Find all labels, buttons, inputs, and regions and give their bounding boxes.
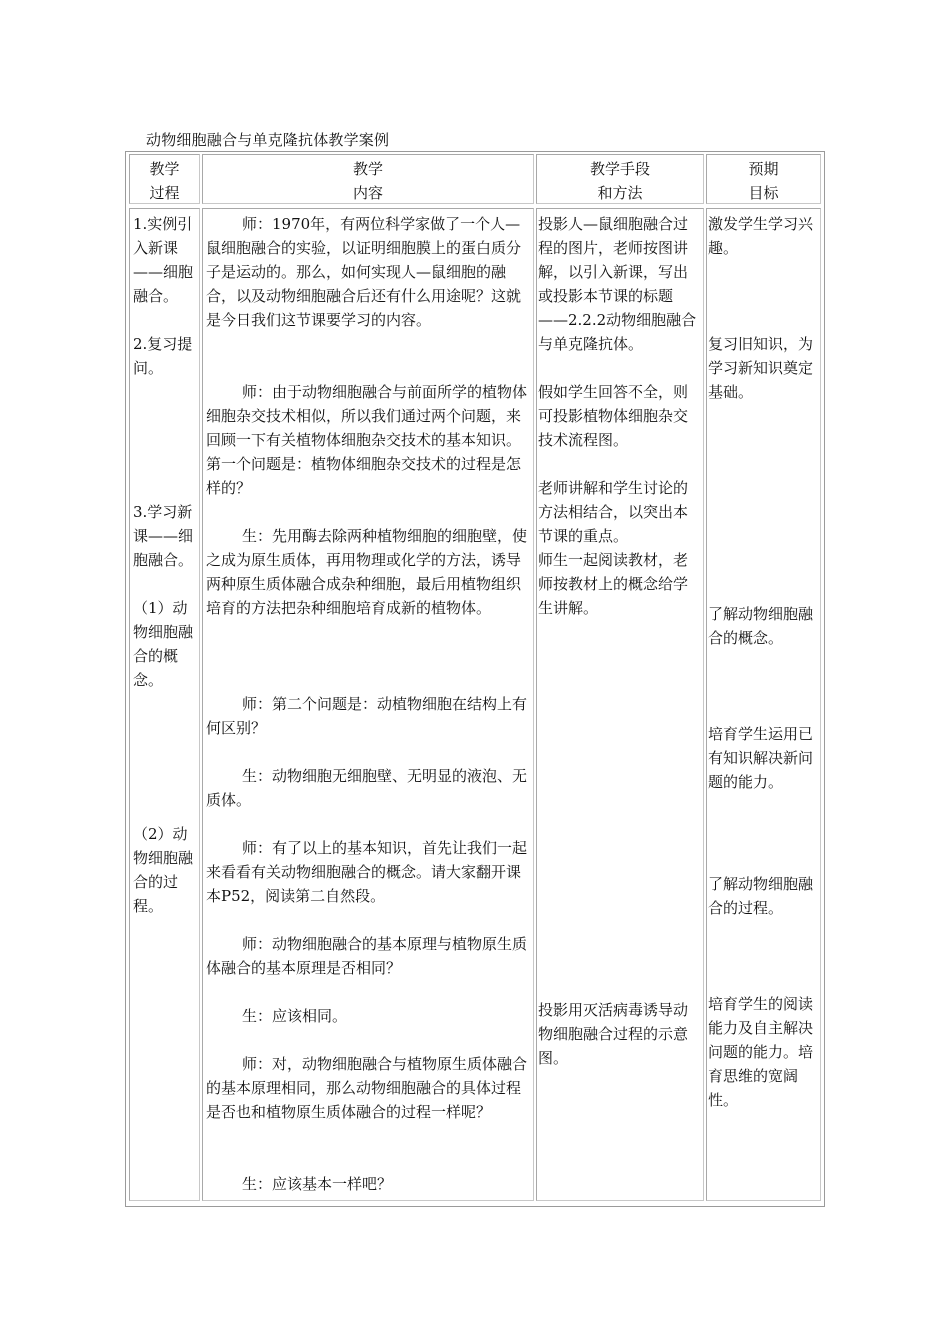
content-para-3: 生：先用酶去除两种植物细胞的细胞壁，使之成为原生质体，再用物理或化学的方法，诱导两种原生质体融合成杂种细胞，最后用植物组织培育的方法把杂种细胞培育成新的植物体。 xyxy=(206,527,528,617)
goal-column xyxy=(706,208,821,1201)
content-para-2: 师：由于动物细胞融合与前面所学的植物体细胞杂交技术相似，所以我们通过两个问题，来回顾一下有关植物体细胞杂交技术的基本知识。第一个问题是：植物体细胞杂交技术的过程是怎样的？ xyxy=(206,383,528,497)
content-para-4: 师：第二个问题是：动植物细胞在结构上有何区别？ xyxy=(206,695,528,737)
content-para-8: 生：应该相同。 xyxy=(242,1007,348,1025)
header-goal-line1: 预期 xyxy=(748,160,779,178)
header-method-line2: 和方法 xyxy=(597,184,643,202)
content-para-10: 生：应该基本一样吧？ xyxy=(242,1175,393,1193)
goal-para-3: 了解动物细胞融合的概念。 xyxy=(708,605,814,647)
header-content xyxy=(202,154,534,204)
content-para-7: 师：动物细胞融合的基本原理与植物原生质体融合的基本原理是否相同？ xyxy=(206,935,528,977)
process-step-2: 2.复习提问。 xyxy=(133,335,193,377)
method-column xyxy=(536,208,704,1201)
process-column xyxy=(129,208,200,1201)
header-goal xyxy=(706,154,821,204)
content-para-9: 师：对，动物细胞融合与植物原生质体融合的基本原理相同，那么动物细胞融合的具体过程是否也和植物原生质体融合的过程一样呢？ xyxy=(206,1055,528,1121)
content-para-6: 师：有了以上的基本知识，首先让我们一起来看看有关动物细胞融合的概念。请大家翻开课本P52，阅读第二自然段。 xyxy=(206,839,528,905)
content-para-5: 生：动物细胞无细胞壁、无明显的液泡、无质体。 xyxy=(206,767,528,809)
process-step-1: 1.实例引入新课——细胞融合。 xyxy=(133,215,194,305)
content-para-1: 师：1970年，有两位科学家做了一个人—鼠细胞融合的实验，以证明细胞膜上的蛋白质分子是运动的。那么，如何实现人—鼠细胞的融合，以及动物细胞融合后还有什么用途呢？这就是今日我们这节课要学习的内容。 xyxy=(206,215,522,329)
method-para-1: 投影人—鼠细胞融合过程的图片，老师按图讲解，以引入新课，写出或投影本节课的标题——2.2.2动物细胞融合与单克隆抗体。 xyxy=(538,215,697,353)
header-content-line2: 内容 xyxy=(352,184,383,202)
goal-para-2: 复习旧知识，为学习新知识奠定基础。 xyxy=(708,335,814,401)
process-step-3-2: （2）动物细胞融合的过程。 xyxy=(133,825,194,915)
document-title: 动物细胞融合与单克隆抗体教学案例 xyxy=(146,131,390,149)
header-content-line1: 教学 xyxy=(352,160,383,178)
process-step-3: 3.学习新课——细胞融合。 xyxy=(133,503,194,569)
method-para-2: 假如学生回答不全，则可投影植物体细胞杂交技术流程图。 xyxy=(538,383,689,449)
header-process xyxy=(129,154,200,204)
method-para-4: 师生一起阅读教材，老师按教材上的概念给学生讲解。 xyxy=(538,551,689,617)
process-step-3-1: （1）动物细胞融合的概念。 xyxy=(133,599,194,689)
header-method xyxy=(536,154,704,204)
lesson-plan-table xyxy=(125,151,825,1207)
goal-para-4: 培育学生运用已有知识解决新问题的能力。 xyxy=(708,725,814,791)
method-para-3: 老师讲解和学生讨论的方法相结合，以突出本节课的重点。 xyxy=(538,479,689,545)
header-goal-line2: 目标 xyxy=(748,184,779,202)
header-process-line1: 教学 xyxy=(149,160,180,178)
goal-para-1: 激发学生学习兴趣。 xyxy=(708,215,814,257)
content-column xyxy=(202,208,534,1201)
goal-para-6: 培育学生的阅读能力及自主解决问题的能力。培育思维的宽阔性。 xyxy=(708,995,814,1109)
header-process-line2: 过程 xyxy=(149,184,180,202)
method-para-5: 投影用灭活病毒诱导动物细胞融合过程的示意图。 xyxy=(538,1001,689,1067)
header-method-line1: 教学手段 xyxy=(589,160,650,178)
goal-para-5: 了解动物细胞融合的过程。 xyxy=(708,875,814,917)
